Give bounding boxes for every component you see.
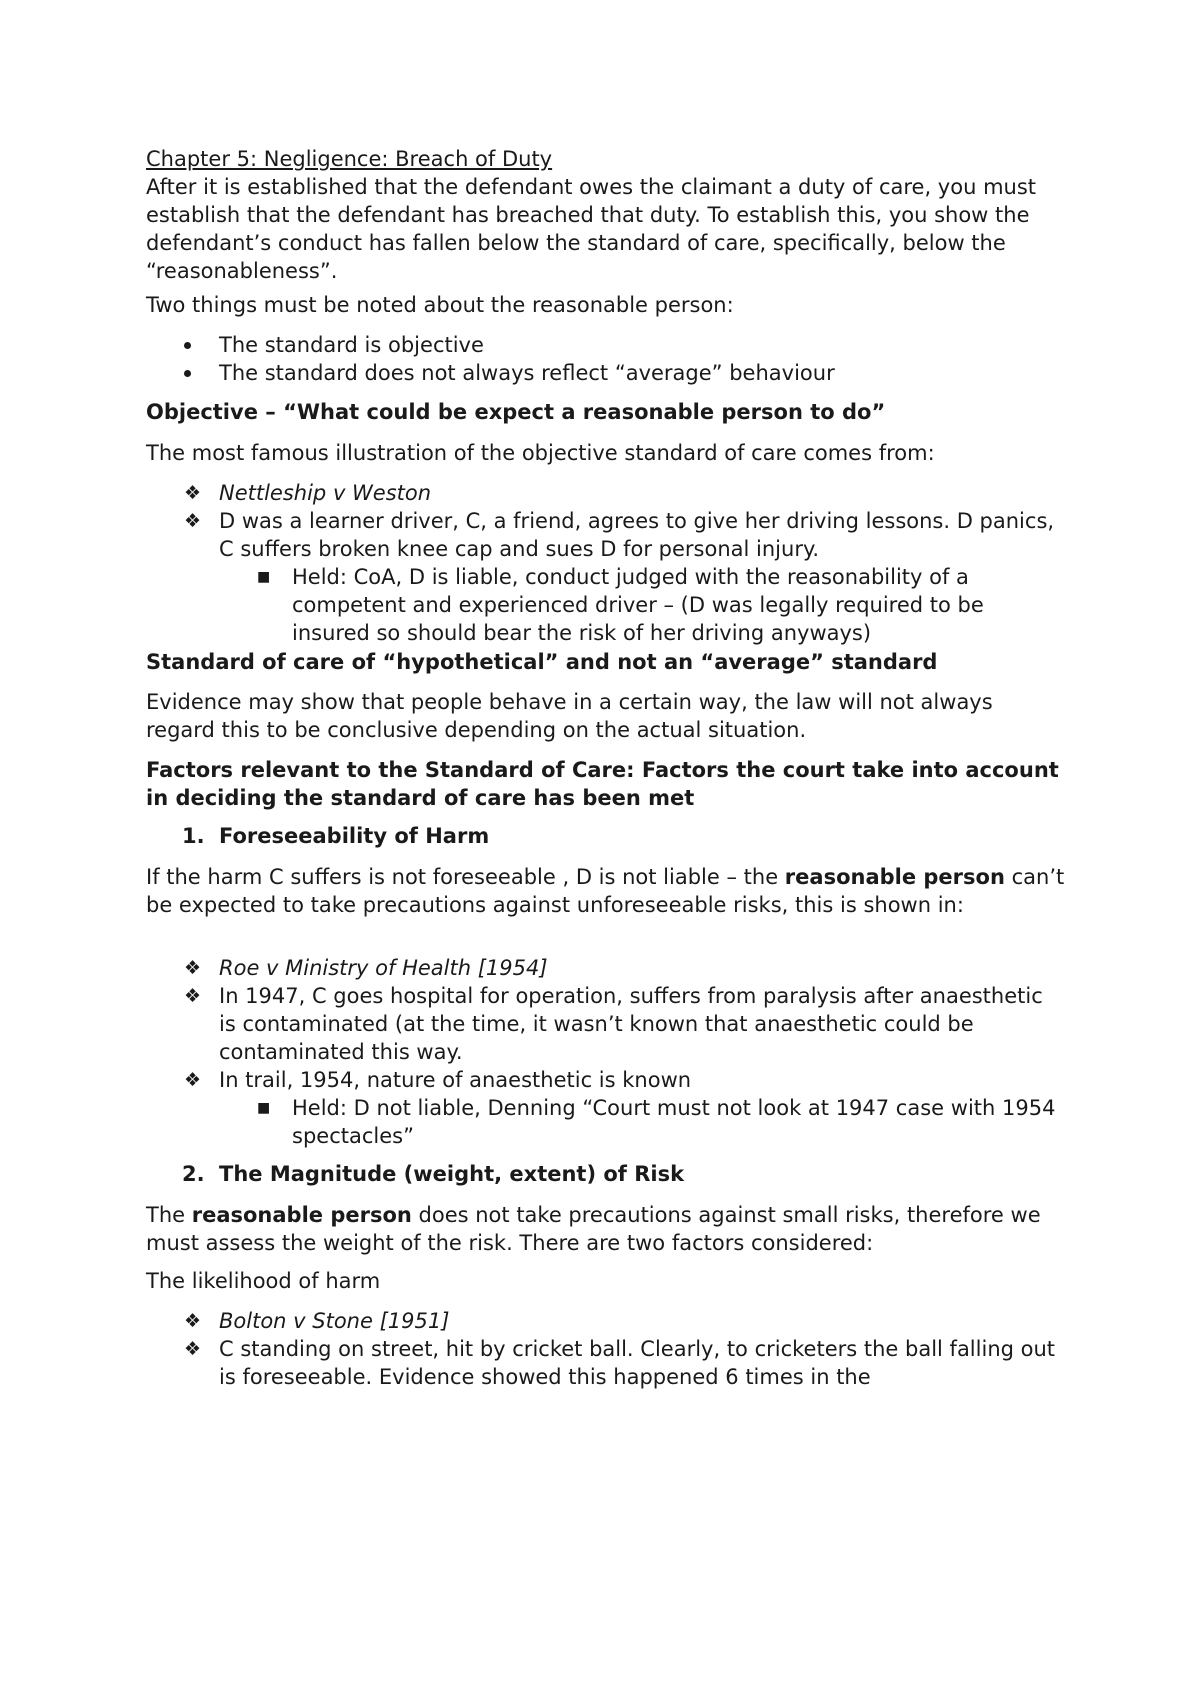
foreseeability-paragraph: If the harm C suffers is not foreseeable , D is not liable – the reasonable person can’t be expected to take precautions against unforeseeable risks, this is shown in: bbox=[146, 865, 1065, 917]
dot-bullet-icon bbox=[184, 359, 208, 387]
objective-intro: The most famous illustration of the objective standard of care comes from: bbox=[146, 441, 935, 465]
list-item: The standard does not always reflect “average” behaviour bbox=[146, 359, 1066, 387]
roe-list bbox=[146, 954, 1066, 1150]
list-item: ■ Held: D not liable, Denning “Court must not look at 1947 case with 1954 spectacles” bbox=[257, 1096, 1056, 1148]
list-item: ❖ Nettleship v Weston bbox=[184, 481, 432, 505]
list-item: ❖ Bolton v Stone [1951] bbox=[184, 1309, 450, 1333]
diamond-bullet-icon: ❖ bbox=[184, 1310, 202, 1332]
magnitude-paragraph: The reasonable person does not take precautions against small risks, therefore we must assess the weight of the risk. There are two factors considered: bbox=[146, 1203, 1041, 1255]
bolton-list bbox=[146, 1307, 1066, 1391]
list-item: ■ Held: CoA, D is liable, conduct judged with the reasonability of a competent and experienced driver – (D was legally required to be insured so should bear the risk of her driving anyways) bbox=[257, 565, 984, 645]
diamond-bullet-icon: ❖ bbox=[184, 957, 202, 979]
list-item: The standard is objective bbox=[146, 331, 1066, 359]
dot-bullet-icon bbox=[184, 331, 208, 359]
hypothetical-paragraph: Evidence may show that people behave in a certain way, the law will not always regard this to be conclusive depending on the actual situation. bbox=[146, 690, 993, 742]
intro-paragraph: After it is established that the defendant owes the claimant a duty of care, you must establish that the defendant has breached that duty. To establish this, you show the defendant’s conduct has fallen below the standard of care, specifically, below the “reasonableness”. bbox=[146, 175, 1037, 283]
chapter-title: Chapter 5: Negligence: Breach of Duty bbox=[146, 147, 553, 171]
list-item: ❖ Roe v Ministry of Health [1954] bbox=[184, 956, 548, 980]
list-item: ❖ In trail, 1954, nature of anaesthetic is known bbox=[184, 1068, 692, 1092]
hypothetical-heading: Standard of care of “hypothetical” and not an “average” standard bbox=[146, 650, 938, 674]
diamond-bullet-icon: ❖ bbox=[184, 985, 202, 1007]
square-bullet-icon: ■ bbox=[257, 1100, 271, 1116]
objective-heading: Objective – “What could be expect a reasonable person to do” bbox=[146, 400, 886, 424]
diamond-bullet-icon: ❖ bbox=[184, 1069, 202, 1091]
nettleship-list bbox=[146, 479, 1066, 647]
diamond-bullet-icon: ❖ bbox=[184, 510, 202, 532]
factors-heading: Factors relevant to the Standard of Care: Factors the court take into account in deciding the standard of care has been met bbox=[146, 758, 1059, 810]
square-bullet-icon: ■ bbox=[257, 569, 271, 585]
two-things-paragraph: Two things must be noted about the reasonable person: bbox=[146, 293, 734, 317]
list-item: ❖ C standing on street, hit by cricket ball. Clearly, to cricketers the ball falling out is foreseeable. Evidence showed this happened 6 times in the bbox=[184, 1337, 1056, 1389]
diamond-bullet-icon: ❖ bbox=[184, 1338, 202, 1360]
diamond-bullet-icon: ❖ bbox=[184, 482, 202, 504]
factor-1-heading: 1. Foreseeability of Harm bbox=[182, 824, 490, 848]
likelihood-label: The likelihood of harm bbox=[146, 1269, 381, 1293]
list-item: ❖ D was a learner driver, C, a friend, agrees to give her driving lessons. D panics, C suffers broken knee cap and sues D for personal injury. bbox=[184, 509, 1055, 561]
factor-2-heading: 2. The Magnitude (weight, extent) of Risk bbox=[182, 1162, 685, 1186]
bullet-list bbox=[146, 331, 1066, 387]
list-item: ❖ In 1947, C goes hospital for operation, suffers from paralysis after anaesthetic is contaminated (at the time, it wasn’t known that anaesthetic could be contaminated this way. bbox=[184, 984, 1043, 1064]
